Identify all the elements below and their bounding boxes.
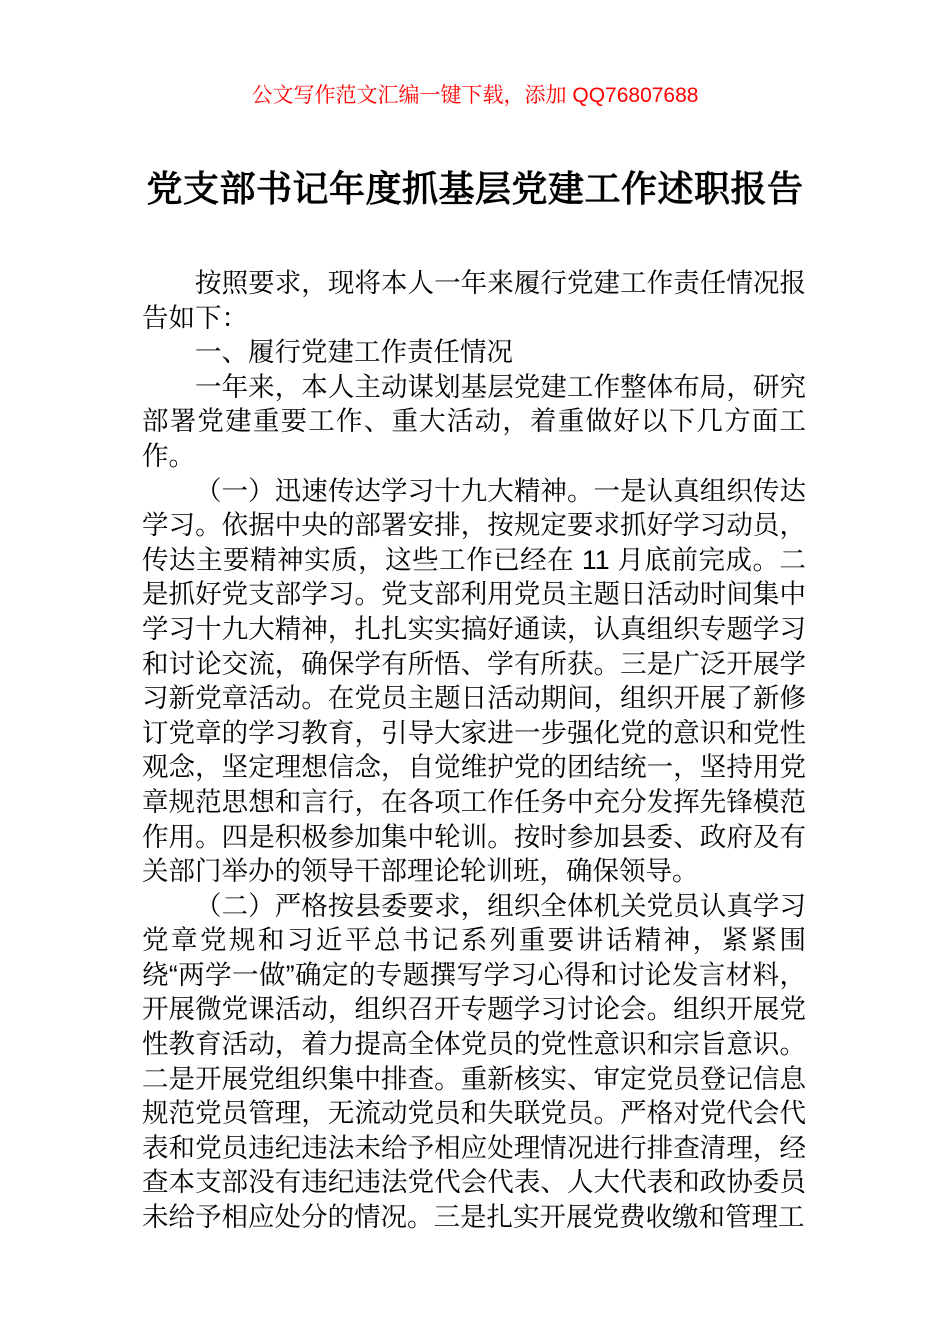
paragraph-section-heading: 一、履行党建工作责任情况 (195, 337, 513, 368)
document-body (142, 266, 806, 1235)
paragraph-item-one: （一）迅速传达学习十九大精神。一是认真组织传达学习。依据中央的部署安排，按规定要求抓好学习动员，传达主要精神实质，这些工作已经在 11 月底前完成。二是抓好党支部学习。党支部利用党员主题日活动时间集中学习十九大精神，扎扎实实搞好通读，认真组织专题学习和讨论交流，确保学有所悟、学有所获。三是广泛开展学习新党章活动。在党员主题日活动期间，组织开展了新修订党章的学习教育，引导大家进一步强化党的意识和党性观念，坚定理想信念，自觉维护党的团结统一，坚持用党章规范思想和言行，在各项工作任务中充分发挥先锋模范作用。四是积极参加集中轮训。按时参加县委、政府及有关部门举办的领导干部理论轮训班，确保领导。 (142, 475, 806, 887)
document-title: 党支部书记年度抓基层党建工作述职报告 (146, 168, 804, 209)
paragraph-overview: 一年来，本人主动谋划基层党建工作整体布局，研究部署党建重要工作、重大活动，着重做好以下几方面工作。 (142, 371, 806, 471)
paragraph-item-two: （二）严格按县委要求，组织全体机关党员认真学习党章党规和习近平总书记系列重要讲话精神，紧紧围绕“两学一做”确定的专题撰写学习心得和讨论发言材料，开展微党课活动，组织召开专题学习讨论会。组织开展党性教育活动，着力提高全体党员的党性意识和宗旨意识。二是开展党组织集中排查。重新核实、审定党员登记信息规范党员管理，无流动党员和失联党员。严格对党代会代表和党员违纪违法未给予相应处理情况进行排查清理，经查本支部没有违纪违法党代会代表、人大代表和政协委员未给予相应处分的情况。三是扎实开展党费收缴和管理工 (142, 890, 806, 1233)
paragraph-intro: 按照要求，现将本人一年来履行党建工作责任情况报告如下： (142, 268, 806, 333)
promo-banner-text: 公文写作范文汇编一键下载，添加 QQ76807688 (251, 84, 699, 107)
